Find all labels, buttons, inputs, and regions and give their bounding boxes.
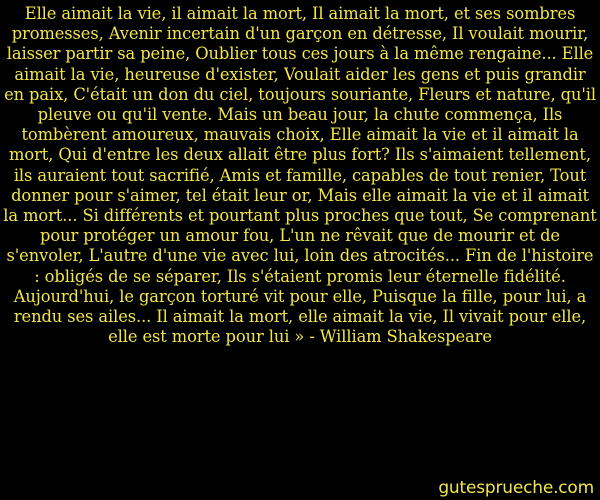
watermark-text: gutesprueche.com [438, 478, 594, 498]
quote-text: Elle aimait la vie, il aimait la mort, Il aimait la mort, et ses sombres promesses, Avenir incertain d'un garçon en détresse, Il voulait mourir, laisser partir sa peine, Oublier tous ces jours à la même rengaine... Elle aimait la vie, heureuse d'exister, Voulait aider les gens et puis grandir en paix, C'était un don du ciel, toujours souriante, Fleurs et nature, qu'il pleuve ou qu'il vente. Mais un beau jour, la chute commença, Ils tombèrent amoureux, mauvais choix, Elle aimait la vie et il aimait la mort, Qui d'entre les deux allait être plus fort? Ils s'aimaient tellement, ils auraient tout sacrifié, Amis et famille, capables de tout renier, Tout donner pour s'aimer, tel était leur or, Mais elle aimait la vie et il aimait la mort... Si différents et pourtant plus proches que tout, Se comprenant pour protéger un amour fou, L'un ne rêvait que de mourir et de s'envoler, L'autre d'une vie avec lui, loin des atrocités... Fin de l'histoire : obligés de se séparer, Ils s'étaient promis leur éternelle fidélité. Aujourd'hui, le garçon torturé vit pour elle, Puisque la fille, pour lui, a rendu ses ailes... Il aimait la mort, elle aimait la vie, Il vivait pour elle, elle est morte pour lui » - William Shakespeare [3, 4, 597, 347]
